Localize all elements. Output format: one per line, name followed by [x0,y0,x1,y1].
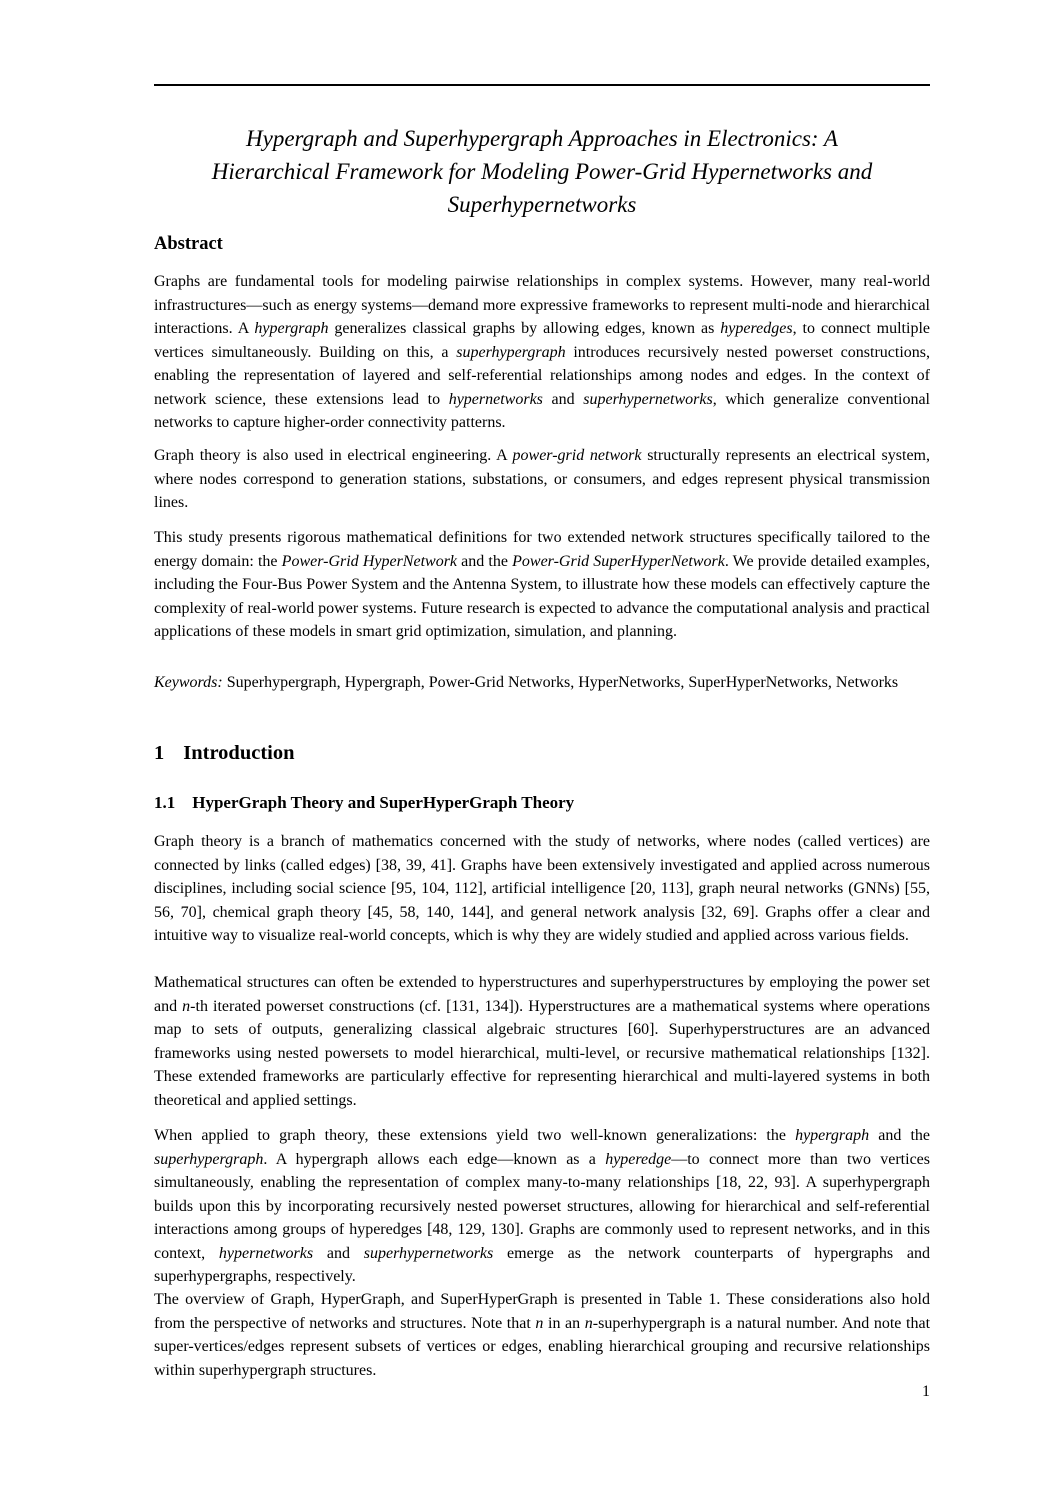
intro-paragraph-2: Mathematical structures can often be extended to hyperstructures and superhyperstructures by employing the power set and n-th iterated powerset constructions (cf. [131, 134]). Hyperstructures are a mathematical systems where operations map to sets of outputs, generalizing classical algebraic structures [60]. Superhyperstructures are an advanced frameworks using nested powersets to model hierarchical, multi-level, or recursive mathematical relationships [132]. These extended frameworks are particularly effective for representing hierarchical and multi-layered systems in both theoretical and applied settings. [154,974,930,1109]
paper-title-line-2: Hierarchical Framework for Modeling Power-Grid Hypernetworks and [211,159,873,184]
section-heading-introduction [154,740,930,766]
intro-paragraph-1: Graph theory is a branch of mathematics concerned with the study of networks, where nodes (called vertices) are connected by links (called edges) [38, 39, 41]. Graphs have been extensively investigated and applied across numerous disciplines, including social science [95, 104, 112], artificial intelligence [20, 113], graph neural networks (GNNs) [55, 56, 70], chemical graph theory [45, 58, 140, 144], and general network analysis [32, 69]. Graphs offer a clear and intuitive way to visualize real-world concepts, which is why they are widely studied and applied across various fields. [154,833,930,944]
subsection-number: 1.1 [154,793,176,812]
intro-paragraph-4: The overview of Graph, HyperGraph, and SuperHyperGraph is presented in Table 1. These considerations also hold from the perspective of networks and structures. Note that n in an n-superhypergraph is a natural number. And note that super-vertices/edges represent subsets of vertices or edges, enabling hierarchical grouping and recursive relationships within superhypergraph structures. [154,1291,931,1379]
subsection-heading-hypergraph-theory [154,792,930,814]
keywords-line: Keywords: Superhypergraph, Hypergraph, Power-Grid Networks, HyperNetworks, SuperHyperNetworks, Networks [154,674,899,691]
subsection-title: HyperGraph Theory and SuperHyperGraph Theory [192,793,575,812]
page-number: 1 [922,1383,930,1400]
paper-title-line-1: Hypergraph and Superhypergraph Approaches in Electronics: A [246,126,838,151]
abstract-heading: Abstract [154,234,223,254]
abstract-paragraph-1: Graphs are fundamental tools for modeling pairwise relationships in complex systems. However, many real-world infrastructures—such as energy systems—demand more expressive frameworks to represent multi-node and hierarchical interactions. A hypergraph generalizes classical graphs by allowing edges, known as hyperedges, to connect multiple vertices simultaneously. Building on this, a superhypergraph introduces recursively nested powerset constructions, enabling the representation of layered and self-referential relationships among nodes and edges. In the context of network science, these extensions lead to hypernetworks and superhypernetworks, which generalize conventional networks to capture higher-order connectivity patterns. [154,273,931,431]
abstract-paragraph-2: Graph theory is also used in electrical engineering. A power-grid network structurally represents an electrical system, where nodes correspond to generation stations, substations, or consumers, and edges represent physical transmission lines. [154,447,930,511]
paper-title [154,122,930,221]
abstract-paragraph-3: This study presents rigorous mathematical definitions for two extended network structures specifically tailored to the energy domain: the Power-Grid HyperNetwork and the Power-Grid SuperHyperNetwork. We provide detailed examples, including the Four-Bus Power System and the Antenna System, to illustrate how these models can effectively capture the complexity of real-world power systems. Future research is expected to advance the computational analysis and practical applications of these models in smart grid optimization, simulation, and planning. [154,529,930,640]
intro-paragraph-3: When applied to graph theory, these extensions yield two well-known generalizations: the hypergraph and the superhypergraph. A hypergraph allows each edge—known as a hyperedge—to connect more than two vertices simultaneously, enabling the representation of complex many-to-many relationships [18, 22, 93]. A superhypergraph builds upon this by incorporating recursively nested powerset structures, allowing for hierarchical and self-referential interactions among groups of hyperedges [48, 129, 130]. Graphs are commonly used to represent networks, and in this context, hypernetworks and superhypernetworks emerge as the network counterparts of hypergraphs and superhypergraphs, respectively. [154,1127,931,1285]
header-rule [154,84,930,86]
section-number: 1 [154,742,165,764]
paper-title-line-3: Superhypernetworks [447,192,637,217]
section-title: Introduction [183,742,295,764]
